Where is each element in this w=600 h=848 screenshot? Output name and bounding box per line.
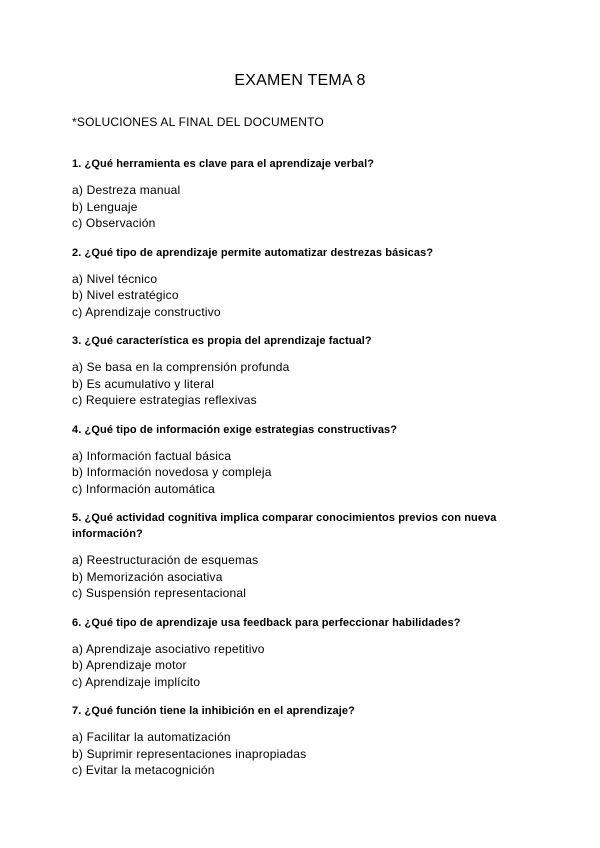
question-list	[72, 156, 532, 792]
question-4	[72, 422, 532, 498]
option-c: c) Aprendizaje constructivo	[72, 304, 221, 319]
question-7	[72, 703, 532, 779]
option-c: c) Observación	[72, 216, 156, 230]
question-text: 1. ¿Qué herramienta es clave para el aprendizaje verbal?	[72, 158, 375, 170]
option-a: a) Nivel técnico	[72, 271, 158, 286]
option-b: b) Información novedosa y compleja	[72, 465, 272, 479]
option-c: c) Aprendizaje implícito	[72, 674, 201, 689]
question-3	[72, 333, 532, 409]
option-c: c) Suspensión representacional	[72, 586, 247, 600]
option-b: b) Lenguaje	[72, 199, 138, 214]
option-a: a) Se basa en la comprensión profunda	[72, 360, 290, 374]
question-text: 4. ¿Qué tipo de información exige estrategias constructivas?	[72, 423, 398, 436]
option-b: b) Nivel estratégico	[72, 288, 179, 302]
option-c: c) Requiere estrategias reflexivas	[72, 393, 257, 407]
question-text: 5. ¿Qué actividad cognitiva implica comparar conocimientos previos con nueva información?	[72, 512, 497, 540]
option-a: a) Aprendizaje asociativo repetitivo	[72, 641, 265, 656]
option-b: b) Es acumulativo y literal	[72, 376, 215, 391]
question-2	[72, 245, 532, 321]
question-text: 2. ¿Qué tipo de aprendizaje permite automatizar destrezas básicas?	[72, 246, 434, 259]
question-1	[72, 156, 532, 232]
option-b: b) Suprimir representaciones inapropiadas	[72, 746, 307, 761]
question-text: 3. ¿Qué característica es propia del aprendizaje factual?	[72, 335, 372, 347]
page-title: EXAMEN TEMA 8	[234, 72, 366, 89]
option-a: a) Destreza manual	[72, 183, 181, 197]
question-text: 6. ¿Qué tipo de aprendizaje usa feedback para perfeccionar habilidades?	[72, 616, 461, 629]
option-b: b) Aprendizaje motor	[72, 658, 187, 672]
question-5	[72, 510, 532, 602]
option-c: c) Información automática	[72, 481, 216, 496]
option-a: a) Facilitar la automatización	[72, 730, 231, 744]
option-a: a) Información factual básica	[72, 448, 232, 463]
option-a: a) Reestructuración de esquemas	[72, 553, 259, 567]
question-6	[72, 615, 532, 691]
option-b: b) Memorización asociativa	[72, 569, 223, 584]
option-c: c) Evitar la metacognición	[72, 763, 215, 777]
solutions-note: *SOLUCIONES AL FINAL DEL DOCUMENTO	[72, 115, 324, 129]
question-text: 7. ¿Qué función tiene la inhibición en el aprendizaje?	[72, 705, 355, 717]
